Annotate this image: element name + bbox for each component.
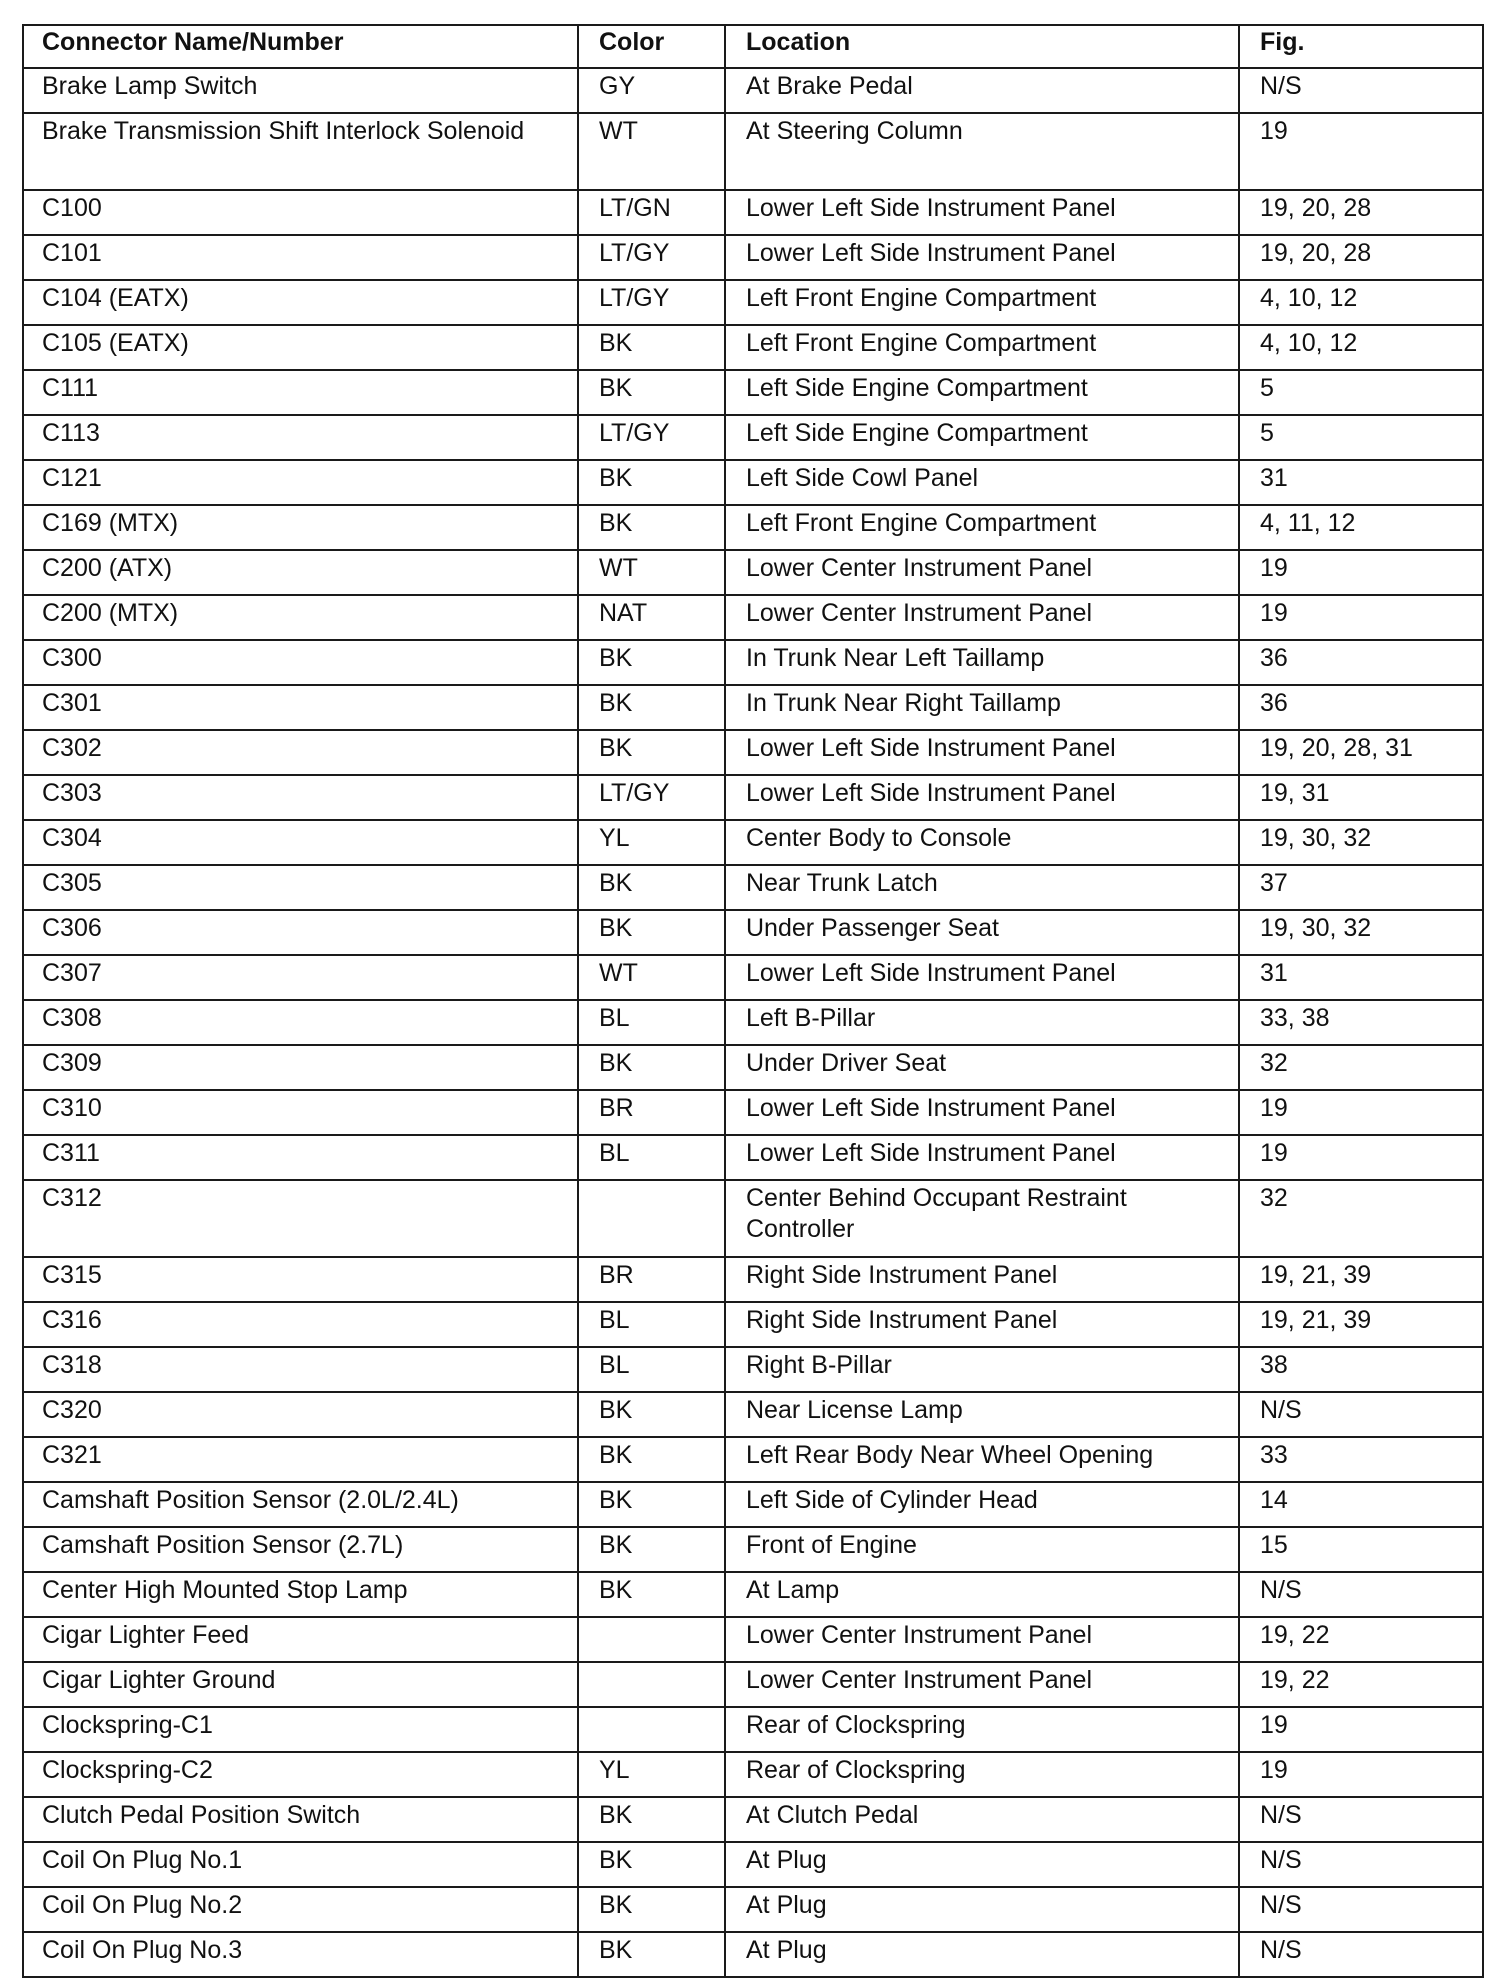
color-cell: YL (578, 1752, 725, 1797)
color-cell (578, 1707, 725, 1752)
color-cell: BK (578, 325, 725, 370)
location-cell: At Plug (725, 1842, 1239, 1887)
header-row (23, 25, 1483, 68)
fig-cell: 19 (1239, 113, 1483, 190)
header-connector: Connector Name/Number (23, 25, 578, 68)
table-row (23, 1392, 1483, 1437)
connector-cell: C200 (ATX) (23, 550, 578, 595)
connector-cell: C321 (23, 1437, 578, 1482)
connector-cell: C315 (23, 1257, 578, 1302)
color-cell (578, 1662, 725, 1707)
location-cell: Left Side Cowl Panel (725, 460, 1239, 505)
fig-cell: 19, 30, 32 (1239, 910, 1483, 955)
table-row (23, 820, 1483, 865)
fig-cell: 4, 11, 12 (1239, 505, 1483, 550)
table-row (23, 1257, 1483, 1302)
color-cell: BK (578, 505, 725, 550)
table-row (23, 1662, 1483, 1707)
fig-cell: 33, 38 (1239, 1000, 1483, 1045)
fig-cell: 19 (1239, 595, 1483, 640)
table-row (23, 1000, 1483, 1045)
connector-cell: Camshaft Position Sensor (2.0L/2.4L) (23, 1482, 578, 1527)
location-cell: Left Front Engine Compartment (725, 505, 1239, 550)
connector-cell: C320 (23, 1392, 578, 1437)
location-cell: At Lamp (725, 1572, 1239, 1617)
fig-cell: N/S (1239, 68, 1483, 113)
fig-cell: 19, 22 (1239, 1662, 1483, 1707)
color-cell: BK (578, 1527, 725, 1572)
connector-cell: Clockspring-C1 (23, 1707, 578, 1752)
table-row (23, 1302, 1483, 1347)
location-cell: Left Front Engine Compartment (725, 325, 1239, 370)
header-fig: Fig. (1239, 25, 1483, 68)
connector-cell: C305 (23, 865, 578, 910)
location-cell: Under Driver Seat (725, 1045, 1239, 1090)
color-cell: LT/GY (578, 280, 725, 325)
fig-cell: 19, 21, 39 (1239, 1257, 1483, 1302)
header-location: Location (725, 25, 1239, 68)
color-cell: LT/GY (578, 235, 725, 280)
location-cell: Near License Lamp (725, 1392, 1239, 1437)
connector-cell: C302 (23, 730, 578, 775)
connector-cell: C304 (23, 820, 578, 865)
location-cell: Lower Left Side Instrument Panel (725, 955, 1239, 1000)
fig-cell: 19 (1239, 1752, 1483, 1797)
table-row (23, 640, 1483, 685)
connector-cell: C121 (23, 460, 578, 505)
color-cell: LT/GY (578, 415, 725, 460)
table-row (23, 1090, 1483, 1135)
color-cell (578, 1180, 725, 1257)
fig-cell: 36 (1239, 640, 1483, 685)
location-cell: Front of Engine (725, 1527, 1239, 1572)
color-cell: BK (578, 1045, 725, 1090)
location-cell: Lower Left Side Instrument Panel (725, 775, 1239, 820)
connector-cell: C309 (23, 1045, 578, 1090)
fig-cell: 36 (1239, 685, 1483, 730)
connector-cell: Clutch Pedal Position Switch (23, 1797, 578, 1842)
fig-cell: 19, 30, 32 (1239, 820, 1483, 865)
location-cell: Lower Center Instrument Panel (725, 1662, 1239, 1707)
location-cell: Lower Center Instrument Panel (725, 1617, 1239, 1662)
location-cell: Right Side Instrument Panel (725, 1257, 1239, 1302)
header-color: Color (578, 25, 725, 68)
location-cell: Lower Center Instrument Panel (725, 595, 1239, 640)
color-cell: BL (578, 1302, 725, 1347)
color-cell (578, 1617, 725, 1662)
location-cell: Right Side Instrument Panel (725, 1302, 1239, 1347)
connector-cell: C308 (23, 1000, 578, 1045)
color-cell: WT (578, 550, 725, 595)
color-cell: WT (578, 955, 725, 1000)
location-cell: In Trunk Near Left Taillamp (725, 640, 1239, 685)
color-cell: WT (578, 113, 725, 190)
table-row (23, 415, 1483, 460)
table-row (23, 113, 1483, 190)
table-row (23, 685, 1483, 730)
location-cell: Near Trunk Latch (725, 865, 1239, 910)
fig-cell: 19 (1239, 1135, 1483, 1180)
table-row (23, 1797, 1483, 1842)
location-cell: Lower Left Side Instrument Panel (725, 190, 1239, 235)
connector-table (22, 24, 1484, 1978)
fig-cell: 19, 20, 28 (1239, 190, 1483, 235)
fig-cell: 19, 20, 28, 31 (1239, 730, 1483, 775)
location-cell: Right B-Pillar (725, 1347, 1239, 1392)
connector-cell: Brake Lamp Switch (23, 68, 578, 113)
fig-cell: N/S (1239, 1572, 1483, 1617)
color-cell: BK (578, 640, 725, 685)
table-row (23, 325, 1483, 370)
table-row (23, 68, 1483, 113)
fig-cell: 19 (1239, 1707, 1483, 1752)
fig-cell: 19, 21, 39 (1239, 1302, 1483, 1347)
table-row (23, 1572, 1483, 1617)
location-cell: Left Side Engine Compartment (725, 415, 1239, 460)
table-body (23, 68, 1483, 1977)
connector-cell: C318 (23, 1347, 578, 1392)
table-row (23, 1932, 1483, 1977)
fig-cell: 19 (1239, 1090, 1483, 1135)
connector-cell: C104 (EATX) (23, 280, 578, 325)
connector-cell: C316 (23, 1302, 578, 1347)
color-cell: BK (578, 460, 725, 505)
connector-cell: C100 (23, 190, 578, 235)
fig-cell: 14 (1239, 1482, 1483, 1527)
color-cell: BR (578, 1257, 725, 1302)
table-row (23, 730, 1483, 775)
table-row (23, 1482, 1483, 1527)
table-row (23, 1752, 1483, 1797)
color-cell: BK (578, 865, 725, 910)
connector-cell: Coil On Plug No.3 (23, 1932, 578, 1977)
connector-cell: Cigar Lighter Feed (23, 1617, 578, 1662)
connector-cell: Coil On Plug No.2 (23, 1887, 578, 1932)
color-cell: BL (578, 1347, 725, 1392)
connector-cell: C113 (23, 415, 578, 460)
connector-cell: C169 (MTX) (23, 505, 578, 550)
table-row (23, 550, 1483, 595)
location-cell: Left Front Engine Compartment (725, 280, 1239, 325)
location-cell: Left Rear Body Near Wheel Opening (725, 1437, 1239, 1482)
color-cell: BK (578, 1887, 725, 1932)
location-cell: Lower Center Instrument Panel (725, 550, 1239, 595)
color-cell: BK (578, 1572, 725, 1617)
location-cell: At Steering Column (725, 113, 1239, 190)
location-cell: Rear of Clockspring (725, 1752, 1239, 1797)
location-cell: Left B-Pillar (725, 1000, 1239, 1045)
fig-cell: N/S (1239, 1887, 1483, 1932)
connector-cell: C312 (23, 1180, 578, 1257)
fig-cell: 4, 10, 12 (1239, 325, 1483, 370)
table-row (23, 1617, 1483, 1662)
table-row (23, 1842, 1483, 1887)
fig-cell: 32 (1239, 1180, 1483, 1257)
location-cell: Lower Left Side Instrument Panel (725, 235, 1239, 280)
color-cell: BK (578, 1482, 725, 1527)
location-cell: Left Side Engine Compartment (725, 370, 1239, 415)
table-row (23, 460, 1483, 505)
location-cell: At Brake Pedal (725, 68, 1239, 113)
table-row (23, 370, 1483, 415)
table-row (23, 865, 1483, 910)
location-cell: At Plug (725, 1887, 1239, 1932)
connector-cell: C200 (MTX) (23, 595, 578, 640)
color-cell: BK (578, 1932, 725, 1977)
table-row (23, 775, 1483, 820)
color-cell: BK (578, 1392, 725, 1437)
fig-cell: N/S (1239, 1392, 1483, 1437)
color-cell: BK (578, 685, 725, 730)
color-cell: BK (578, 730, 725, 775)
color-cell: NAT (578, 595, 725, 640)
color-cell: BK (578, 1797, 725, 1842)
fig-cell: 19, 22 (1239, 1617, 1483, 1662)
fig-cell: 38 (1239, 1347, 1483, 1392)
connector-cell: C310 (23, 1090, 578, 1135)
fig-cell: 32 (1239, 1045, 1483, 1090)
connector-cell: C303 (23, 775, 578, 820)
color-cell: BR (578, 1090, 725, 1135)
table-row (23, 1707, 1483, 1752)
fig-cell: N/S (1239, 1842, 1483, 1887)
connector-cell: C301 (23, 685, 578, 730)
table-row (23, 1437, 1483, 1482)
fig-cell: 37 (1239, 865, 1483, 910)
location-cell: Lower Left Side Instrument Panel (725, 1135, 1239, 1180)
location-cell: Left Side of Cylinder Head (725, 1482, 1239, 1527)
connector-cell: C311 (23, 1135, 578, 1180)
location-cell: Center Body to Console (725, 820, 1239, 865)
connector-cell: C105 (EATX) (23, 325, 578, 370)
fig-cell: 31 (1239, 460, 1483, 505)
connector-cell: C300 (23, 640, 578, 685)
location-cell: In Trunk Near Right Taillamp (725, 685, 1239, 730)
location-cell: Lower Left Side Instrument Panel (725, 1090, 1239, 1135)
connector-cell: Brake Transmission Shift Interlock Solenoid (23, 113, 578, 190)
location-cell: At Plug (725, 1932, 1239, 1977)
fig-cell: 5 (1239, 415, 1483, 460)
table-row (23, 595, 1483, 640)
location-cell: Center Behind Occupant Restraint Controller (725, 1180, 1239, 1257)
location-cell: At Clutch Pedal (725, 1797, 1239, 1842)
table-row (23, 280, 1483, 325)
color-cell: BL (578, 1000, 725, 1045)
color-cell: BK (578, 370, 725, 415)
location-cell: Lower Left Side Instrument Panel (725, 730, 1239, 775)
connector-cell: Camshaft Position Sensor (2.7L) (23, 1527, 578, 1572)
color-cell: BK (578, 1437, 725, 1482)
table-row (23, 1347, 1483, 1392)
connector-cell: Center High Mounted Stop Lamp (23, 1572, 578, 1617)
table-row (23, 1135, 1483, 1180)
table-row (23, 1527, 1483, 1572)
color-cell: YL (578, 820, 725, 865)
table-row (23, 955, 1483, 1000)
fig-cell: 19, 20, 28 (1239, 235, 1483, 280)
fig-cell: 4, 10, 12 (1239, 280, 1483, 325)
table-row (23, 190, 1483, 235)
fig-cell: N/S (1239, 1797, 1483, 1842)
color-cell: LT/GN (578, 190, 725, 235)
fig-cell: 19 (1239, 550, 1483, 595)
color-cell: BL (578, 1135, 725, 1180)
connector-cell: Coil On Plug No.1 (23, 1842, 578, 1887)
location-cell: Under Passenger Seat (725, 910, 1239, 955)
fig-cell: 5 (1239, 370, 1483, 415)
connector-cell: C101 (23, 235, 578, 280)
fig-cell: 19, 31 (1239, 775, 1483, 820)
table-row (23, 910, 1483, 955)
table-row (23, 1045, 1483, 1090)
connector-cell: C307 (23, 955, 578, 1000)
table-row (23, 1887, 1483, 1932)
table-row (23, 235, 1483, 280)
location-cell: Rear of Clockspring (725, 1707, 1239, 1752)
connector-cell: Clockspring-C2 (23, 1752, 578, 1797)
fig-cell: N/S (1239, 1932, 1483, 1977)
table-row (23, 505, 1483, 550)
fig-cell: 33 (1239, 1437, 1483, 1482)
connector-cell: C111 (23, 370, 578, 415)
table-row (23, 1180, 1483, 1257)
color-cell: BK (578, 910, 725, 955)
color-cell: GY (578, 68, 725, 113)
fig-cell: 15 (1239, 1527, 1483, 1572)
connector-cell: C306 (23, 910, 578, 955)
fig-cell: 31 (1239, 955, 1483, 1000)
color-cell: LT/GY (578, 775, 725, 820)
connector-cell: Cigar Lighter Ground (23, 1662, 578, 1707)
color-cell: BK (578, 1842, 725, 1887)
